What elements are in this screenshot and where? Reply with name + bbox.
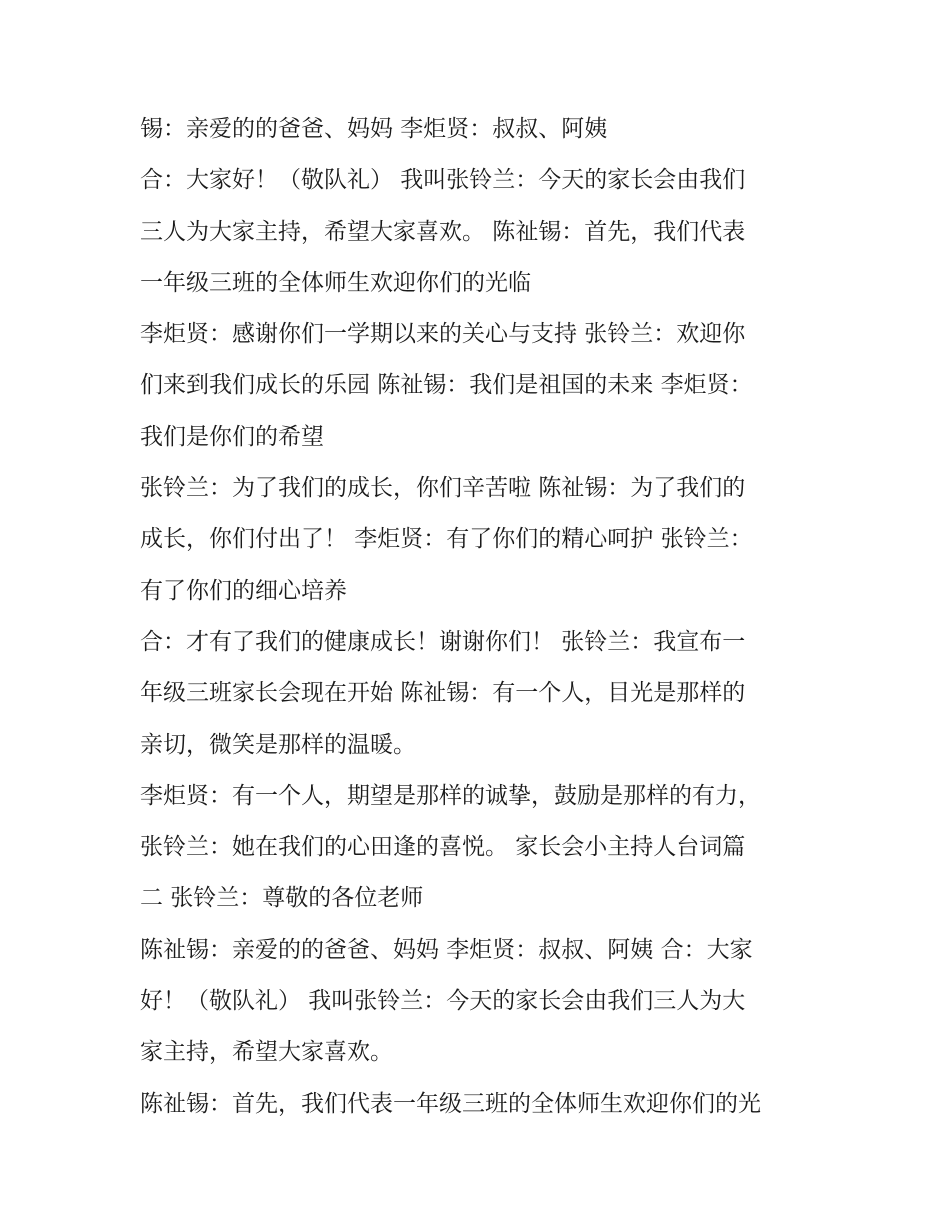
text-line: 三人为大家主持，希望大家喜欢。 陈祉锡：首先，我们代表 bbox=[140, 218, 746, 245]
text-line: 陈祉锡：亲爱的的爸爸、妈妈 李炬贤：叔叔、阿姨 合：大家 bbox=[140, 936, 753, 963]
text-line: 二 张铃兰：尊敬的各位老师 bbox=[140, 885, 424, 912]
text-line: 有了你们的细心培养 bbox=[140, 577, 347, 604]
text-line: 好！（敬队礼） 我叫张铃兰：今天的家长会由我们三人为大 bbox=[140, 988, 746, 1015]
text-line: 李炬贤：感谢你们一学期以来的关心与支持 张铃兰：欢迎你 bbox=[140, 321, 746, 348]
text-line: 张铃兰：为了我们的成长，你们辛苦啦 陈祉锡：为了我们的 bbox=[140, 475, 746, 502]
text-line: 我们是你们的希望 bbox=[140, 423, 324, 450]
text-line: 亲切，微笑是那样的温暖。 bbox=[140, 731, 416, 758]
text-line: 们来到我们成长的乐园 陈祉锡：我们是祖国的未来 李炬贤： bbox=[140, 372, 753, 399]
text-line: 成长，你们付出了！ 李炬贤：有了你们的精心呵护 张铃兰： bbox=[140, 526, 753, 553]
text-line: 锡：亲爱的的爸爸、妈妈 李炬贤：叔叔、阿姨 bbox=[140, 116, 608, 142]
text-line: 合：大家好！（敬队礼） 我叫张铃兰：今天的家长会由我们 bbox=[140, 167, 746, 194]
text-line: 一年级三班的全体师生欢迎你们的光临 bbox=[140, 269, 531, 296]
text-line: 年级三班家长会现在开始 陈祉锡：有一个人，目光是那样的 bbox=[140, 680, 746, 707]
script-text-block bbox=[140, 104, 820, 1130]
text-line: 张铃兰：她在我们的心田逢的喜悦。 家长会小主持人台词篇 bbox=[140, 834, 746, 861]
text-line: 合：才有了我们的健康成长！谢谢你们！ 张铃兰：我宣布一 bbox=[140, 628, 746, 655]
text-line: 陈祉锡：首先，我们代表一年级三班的全体师生欢迎你们的光 bbox=[140, 1090, 761, 1117]
text-line: 家主持，希望大家喜欢。 bbox=[140, 1039, 393, 1066]
text-line: 李炬贤：有一个人，期望是那样的诚挚，鼓励是那样的有力， bbox=[140, 782, 761, 809]
